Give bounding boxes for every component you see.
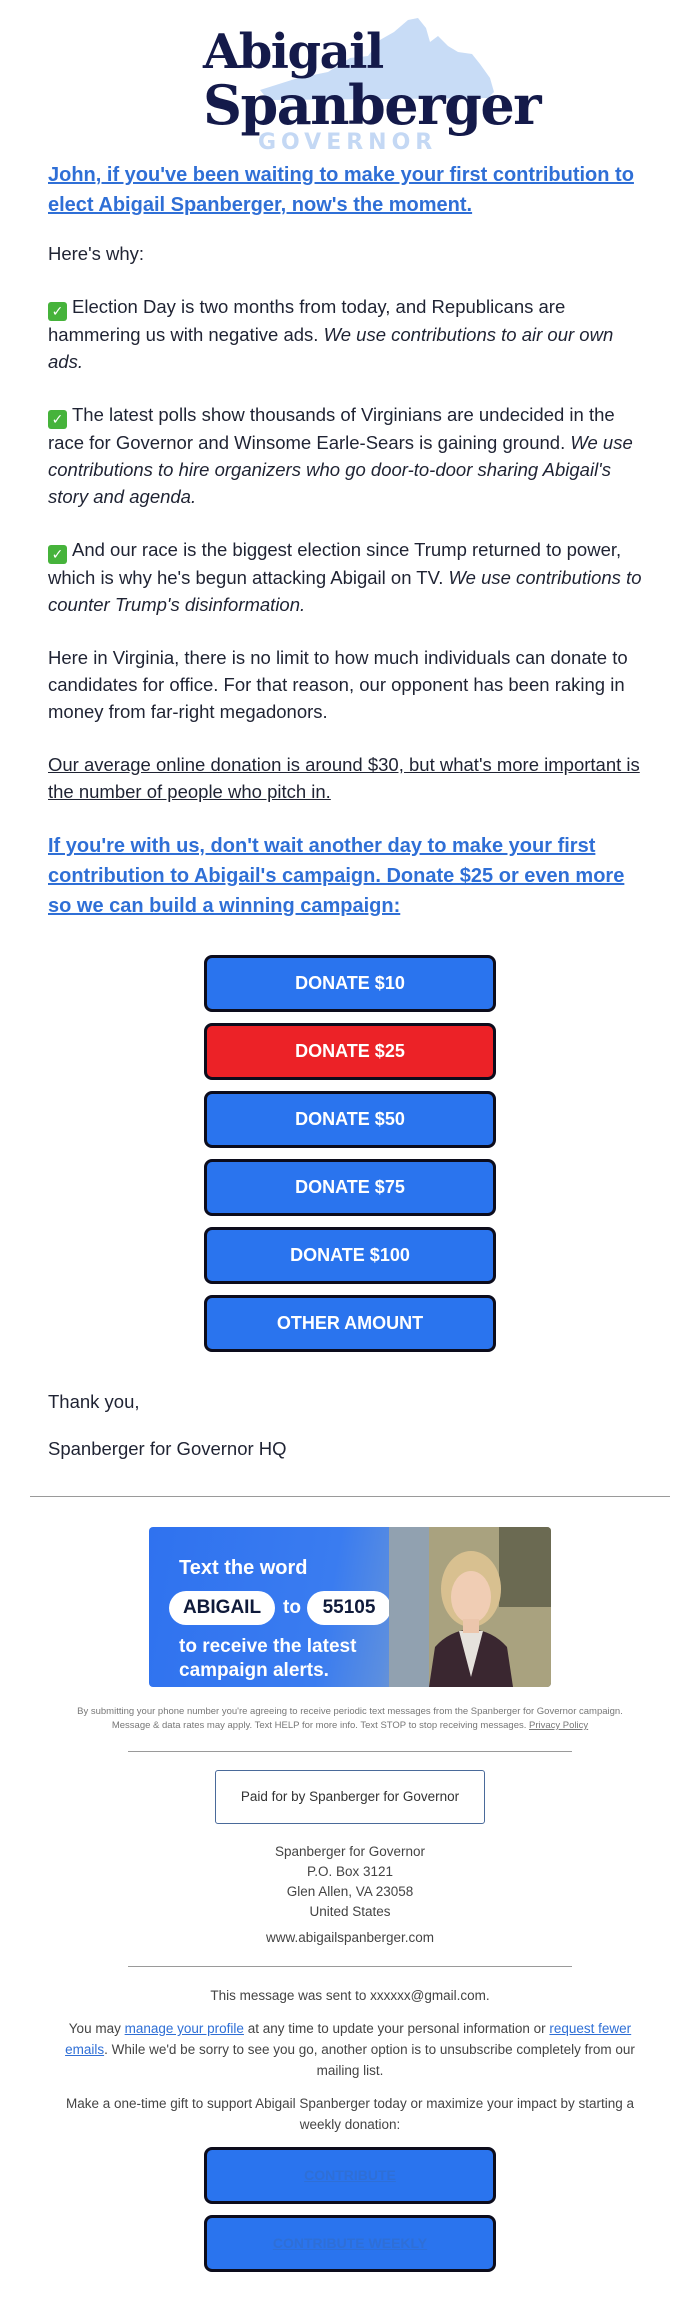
average-donation-paragraph: Our average online donation is around $30, but what's more important is the number of people who pitch in. [48, 754, 640, 802]
signoff-from: Spanberger for Governor HQ [48, 1438, 287, 1459]
reason-3-text: And our race is the biggest election since Trump returned to power, which is why he's begun attacking Abigail on TV. [48, 539, 622, 588]
address-country: United States [309, 1904, 391, 1919]
gift-text: Make a one-time gift to support Abigail Spanberger today or maximize your impact by starting a weekly donation: [65, 2096, 635, 2132]
donate-50-button[interactable]: DONATE $50 [204, 1091, 496, 1148]
request-fewer-emails-link[interactable]: request fewer emails [65, 2021, 632, 2057]
privacy-policy-link[interactable]: Privacy Policy [529, 1720, 589, 1731]
other-amount-button[interactable]: OTHER AMOUNT [204, 1295, 496, 1352]
check-mark-icon: ✓ [48, 410, 67, 429]
donate-25-button[interactable]: DONATE $25 [204, 1023, 496, 1080]
campaign-logo [0, 0, 700, 160]
address-org: Spanberger for Governor [274, 1844, 426, 1859]
sms-line-3: campaign alerts. [179, 1660, 329, 1681]
reason-3 [48, 536, 652, 618]
footer-buttons [48, 2147, 652, 2272]
address-city: Glen Allen, VA 23058 [286, 1884, 414, 1899]
check-mark-icon: ✓ [48, 302, 67, 321]
paid-for-box: Paid for by Spanberger for Governor [215, 1770, 485, 1824]
logo-office: GOVERNOR [258, 130, 438, 155]
email-body [0, 160, 700, 1462]
profile-text [48, 2018, 652, 2081]
sms-shortcode-pill: 55105 [307, 1591, 391, 1625]
sms-disclaimer [60, 1705, 640, 1733]
reason-2-emphasis: We use contributions to hire organizers who go door-to-door sharing Abigail's story and agenda. [48, 432, 633, 507]
reason-3-emphasis: We use contributions to counter Trump's disinformation. [48, 567, 642, 615]
signoff-thanks: Thank you, [48, 1391, 140, 1412]
address-box: P.O. Box 3121 [306, 1864, 394, 1879]
headline-link[interactable]: John, if you've been waiting to make your first contribution to elect Abigail Spanberger, now's the moment. [48, 164, 634, 216]
reason-1-emphasis: We use contributions to air our own ads. [48, 324, 614, 372]
reason-2 [48, 401, 652, 510]
profile-post: . While we'd be sorry to see you go, another option is to unsubscribe completely from our mailing list. [104, 2042, 635, 2078]
reason-2-text: The latest polls show thousands of Virginians are undecided in the race for Governor and Winsome Earle-Sears is gaining ground. [48, 404, 615, 453]
donate-10-button[interactable]: DONATE $10 [204, 955, 496, 1012]
signoff [48, 1388, 652, 1462]
website-link[interactable]: www.abigailspanberger.com [265, 1930, 435, 1945]
no-limit-paragraph: Here in Virginia, there is no limit to how much individuals can donate to candidates for office. For that reason, our opponent has been raking in money from far-right megadonors. [48, 647, 628, 722]
candidate-photo [389, 1527, 551, 1687]
donate-100-button[interactable]: DONATE $100 [204, 1227, 496, 1284]
intro-text: Here's why: [48, 243, 145, 264]
logo-first-name: Abigail [203, 24, 383, 80]
sms-signup-banner[interactable] [149, 1527, 551, 1687]
reason-1 [48, 293, 652, 375]
profile-pre: You may [68, 2021, 121, 2036]
donate-buttons [48, 955, 652, 1352]
contribute-weekly-button[interactable]: CONTRIBUTE WEEKLY [204, 2215, 496, 2272]
check-mark-icon: ✓ [48, 545, 67, 564]
sms-disclaimer-text: By submitting your phone number you're agreeing to receive periodic text messages from the Spanberger for Governor campaign. Message & data rates may apply. Text HELP for more info. Text STOP to stop receiving messages. [77, 1706, 623, 1731]
sms-to: to [283, 1597, 301, 1618]
donate-75-button[interactable]: DONATE $75 [204, 1159, 496, 1216]
sms-line-2: to receive the latest [179, 1636, 357, 1657]
profile-mid: at any time to update your personal information or [247, 2021, 546, 2036]
mailing-address [0, 1842, 700, 1948]
contribute-button[interactable]: CONTRIBUTE [204, 2147, 496, 2204]
divider [30, 1496, 670, 1497]
cta-link[interactable]: If you're with us, don't wait another day to make your first contribution to Abigail's campaign. Donate $25 or even more so we can build a winning campaign: [48, 835, 625, 917]
sms-line-2-3 [179, 1635, 356, 1683]
email-footer [0, 1985, 700, 2272]
reason-1-text: Election Day is two months from today, and Republicans are hammering us with negative ads. [48, 296, 566, 345]
divider [128, 1966, 572, 1967]
sent-to-text: This message was sent to xxxxxx@gmail.com. [210, 1988, 490, 2003]
manage-profile-link[interactable]: manage your profile [124, 2021, 244, 2036]
logo-last-name: Spanberger [203, 73, 541, 137]
sms-line-1: Text the word [179, 1557, 308, 1579]
sms-keyword-pill: ABIGAIL [169, 1591, 275, 1625]
divider [128, 1751, 572, 1752]
